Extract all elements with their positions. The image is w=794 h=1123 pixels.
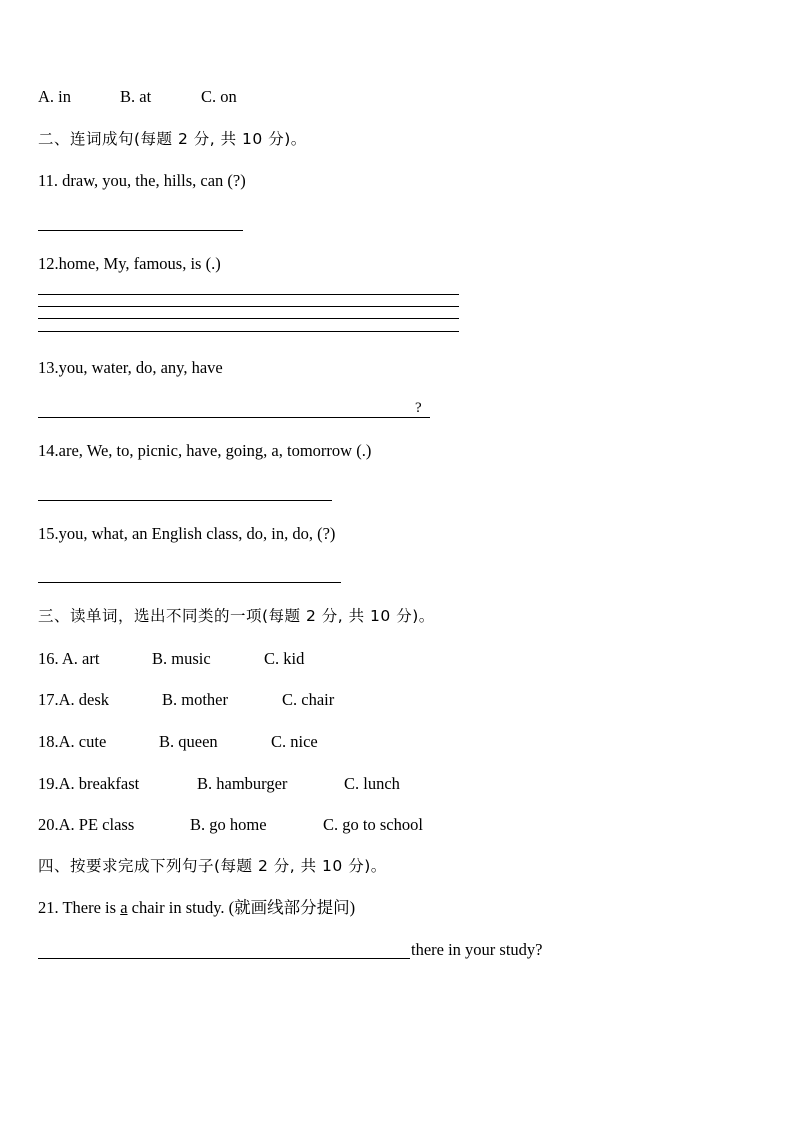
question-12: 12.home, My, famous, is (.) bbox=[38, 254, 221, 273]
question-21 bbox=[38, 898, 355, 918]
answer-21-tail: there in your study? bbox=[411, 940, 543, 959]
question-20 bbox=[38, 815, 423, 835]
question-15: 15.you, what, an English class, do, in, do, (?) bbox=[38, 524, 336, 543]
top-options-row bbox=[38, 87, 237, 107]
q16-option-c: C. kid bbox=[264, 649, 305, 668]
q20-option-c: C. go to school bbox=[323, 815, 423, 834]
question-19 bbox=[38, 774, 400, 794]
option-b: B. at bbox=[120, 87, 152, 106]
q20-option-a: 20.A. PE class bbox=[38, 815, 135, 834]
q16-option-b: B. music bbox=[152, 649, 211, 668]
q17-option-b: B. mother bbox=[162, 690, 228, 709]
answer-line-21 bbox=[38, 958, 410, 959]
q17-option-c: C. chair bbox=[282, 690, 335, 709]
q21-prefix: 21. There is bbox=[38, 898, 121, 917]
question-18 bbox=[38, 732, 318, 752]
answer-line-12b bbox=[38, 306, 459, 307]
section-2-heading: 二、连词成句(每题 2 分, 共 10 分)。 bbox=[38, 130, 307, 148]
section-4-heading: 四、按要求完成下列句子(每题 2 分, 共 10 分)。 bbox=[38, 857, 387, 875]
q21-underlined-word: a bbox=[120, 898, 128, 917]
q17-option-a: 17.A. desk bbox=[38, 690, 110, 709]
question-16 bbox=[38, 649, 304, 669]
question-11: 11. draw, you, the, hills, can (?) bbox=[38, 171, 246, 190]
answer-line-12a bbox=[38, 294, 459, 295]
question-17 bbox=[38, 690, 334, 710]
answer-13-question-mark: ? bbox=[415, 400, 422, 416]
answer-line-14 bbox=[38, 500, 332, 501]
q21-suffix: chair in study. (就画线部分提问) bbox=[127, 898, 356, 917]
question-14: 14.are, We, to, picnic, have, going, a, tomorrow (.) bbox=[38, 441, 372, 460]
option-c: C. on bbox=[201, 87, 237, 106]
q18-option-b: B. queen bbox=[159, 732, 218, 751]
q18-option-c: C. nice bbox=[271, 732, 318, 751]
answer-line-12d bbox=[38, 331, 459, 332]
q19-option-b: B. hamburger bbox=[197, 774, 288, 793]
question-13: 13.you, water, do, any, have bbox=[38, 358, 223, 377]
answer-line-11 bbox=[38, 230, 243, 231]
option-a: A. in bbox=[38, 87, 71, 106]
section-3-heading: 三、读单词，选出不同类的一项(每题 2 分, 共 10 分)。 bbox=[38, 607, 435, 625]
q19-option-c: C. lunch bbox=[344, 774, 400, 793]
answer-line-12c bbox=[38, 318, 459, 319]
q16-option-a: 16. A. art bbox=[38, 649, 100, 668]
answer-line-13 bbox=[38, 417, 430, 418]
answer-line-15 bbox=[38, 582, 341, 583]
q20-option-b: B. go home bbox=[190, 815, 267, 834]
q18-option-a: 18.A. cute bbox=[38, 732, 107, 751]
q19-option-a: 19.A. breakfast bbox=[38, 774, 140, 793]
